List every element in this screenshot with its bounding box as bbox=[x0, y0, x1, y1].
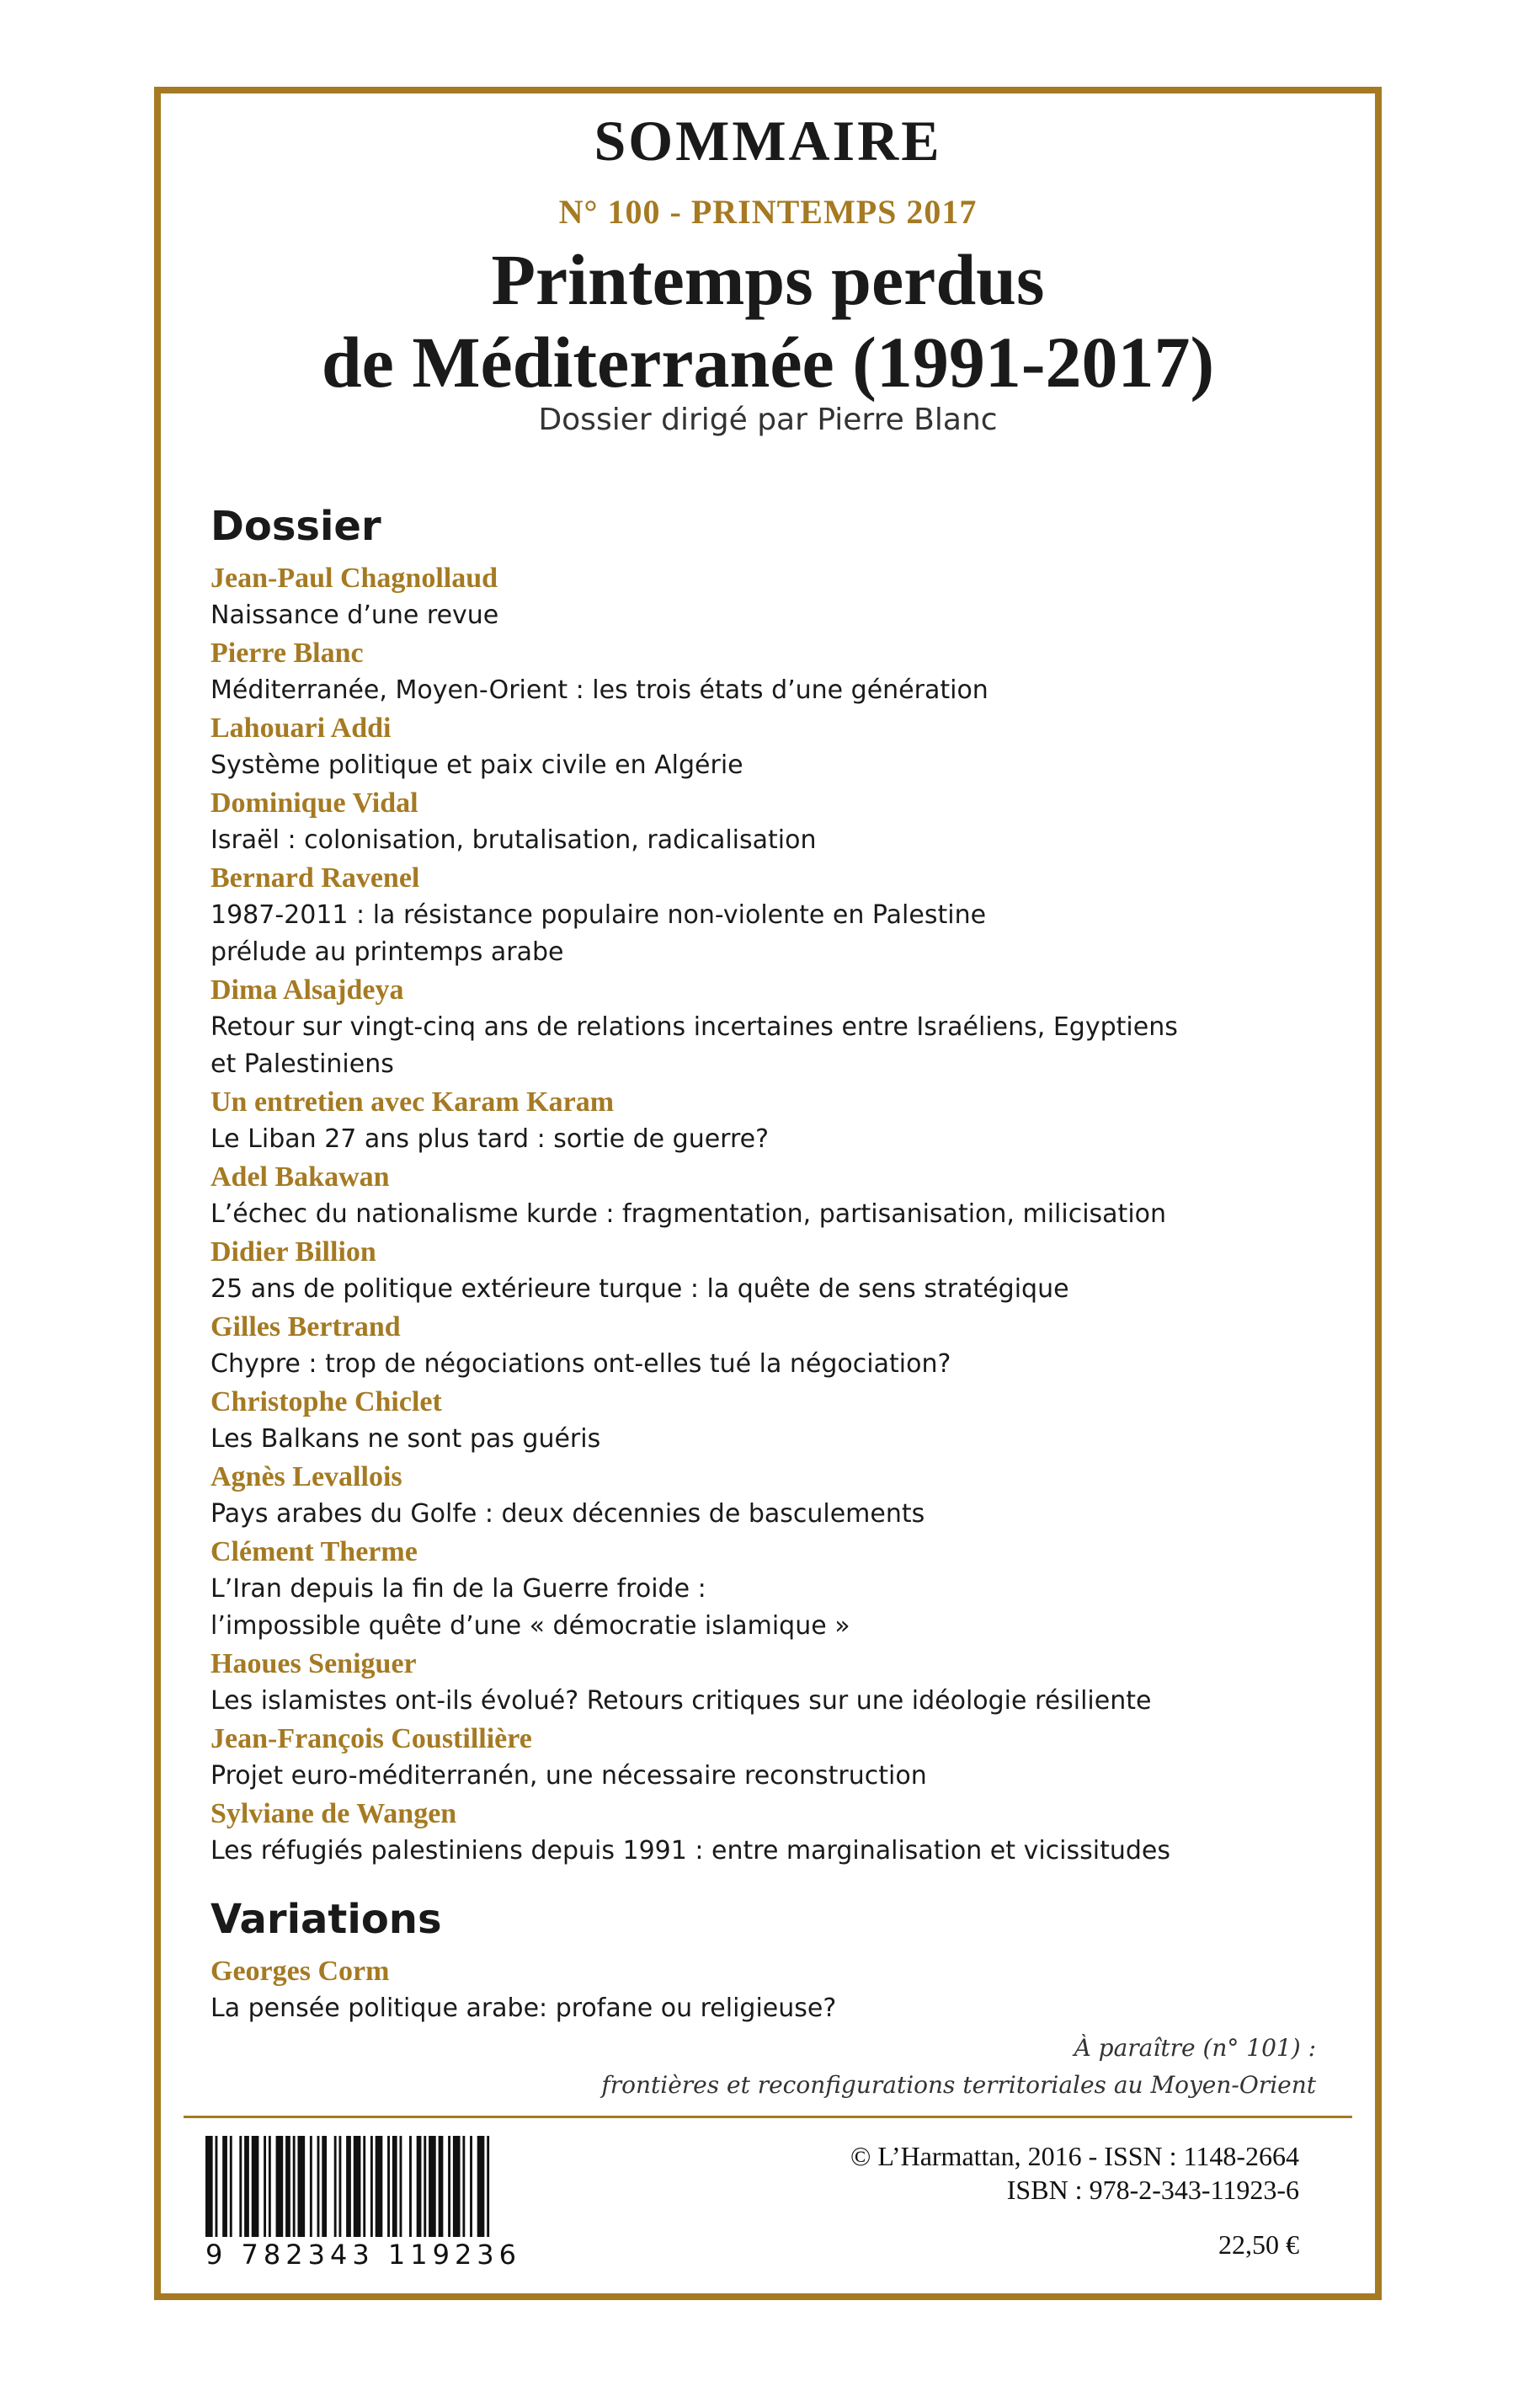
barcode-bar bbox=[264, 2136, 266, 2237]
entry-article-title: Retour sur vingt-cinq ans de relations incertaines entre Israéliens, Egyptiens et Palestiniens bbox=[210, 1012, 1178, 1079]
toc-entry bbox=[210, 635, 1339, 709]
barcode-bar bbox=[338, 2136, 341, 2237]
barcode-bar bbox=[334, 2136, 337, 2237]
barcode-bar bbox=[293, 2136, 296, 2237]
toc-entry bbox=[210, 972, 1339, 1083]
entry-article-title: Pays arabes du Golfe : deux décennies de basculements bbox=[210, 1499, 925, 1529]
barcode-bar bbox=[297, 2136, 305, 2237]
barcode-bar bbox=[439, 2136, 444, 2237]
entry-author: Didier Billion bbox=[210, 1236, 376, 1268]
entry-author: Dima Alsajdeya bbox=[210, 974, 404, 1006]
barcode-bar bbox=[363, 2136, 365, 2237]
toc-entry bbox=[210, 1721, 1339, 1795]
barcode-bar bbox=[477, 2136, 485, 2237]
entry-author: Lahouari Addi bbox=[210, 713, 392, 744]
barcode-digits: 9 782343 119236 bbox=[205, 2239, 522, 2271]
toc-entry bbox=[210, 1234, 1339, 1308]
toc-entry bbox=[210, 1646, 1339, 1720]
next-issue-label: À paraître (n° 101) : bbox=[1074, 2034, 1316, 2062]
dossier-title-line1: Printemps perdus bbox=[491, 239, 1045, 320]
barcode-bar bbox=[487, 2136, 489, 2237]
toc-entry bbox=[210, 710, 1339, 784]
table-of-contents bbox=[210, 493, 1339, 2028]
entry-article-title: Système politique et paix civile en Algérie bbox=[210, 750, 743, 780]
barcode-bar bbox=[269, 2136, 271, 2237]
barcode-bar bbox=[317, 2136, 320, 2237]
barcode-bar bbox=[387, 2136, 390, 2237]
barcode-bar bbox=[453, 2136, 461, 2237]
barcode-bar bbox=[392, 2136, 397, 2237]
entry-article-title: Les islamistes ont-ils évolué? Retours critiques sur une idéologie résiliente bbox=[210, 1686, 1152, 1716]
footer-divider bbox=[184, 2116, 1352, 2118]
dossier-title bbox=[154, 238, 1382, 403]
entry-article-title: Les Balkans ne sont pas guéris bbox=[210, 1424, 601, 1454]
page-title: SOMMAIRE bbox=[594, 109, 942, 173]
barcode-bar bbox=[409, 2136, 412, 2237]
toc-entry bbox=[210, 1796, 1339, 1870]
entry-author: Georges Corm bbox=[210, 1956, 390, 1987]
entry-author: Pierre Blanc bbox=[210, 638, 364, 669]
barcode-bar bbox=[448, 2136, 450, 2237]
entry-author: Jean-François Coustillière bbox=[210, 1723, 532, 1754]
entry-author: Sylviane de Wangen bbox=[210, 1798, 457, 1829]
toc-entry bbox=[210, 560, 1339, 634]
barcode-bar bbox=[354, 2136, 361, 2237]
barcode-bar bbox=[310, 2136, 312, 2237]
entry-author: Jean-Paul Chagnollaud bbox=[210, 563, 498, 594]
dossier-title-line2: de Méditerranée (1991-2017) bbox=[321, 322, 1215, 403]
copyright-issn: © L’Harmattan, 2016 - ISSN : 1148-2664 bbox=[850, 2141, 1299, 2171]
barcode-bar bbox=[370, 2136, 373, 2237]
entry-author: Christophe Chiclet bbox=[210, 1386, 442, 1417]
barcode-bar bbox=[424, 2136, 426, 2237]
entry-article-title: Méditerranée, Moyen-Orient : les trois états d’une génération bbox=[210, 675, 988, 705]
entry-author: Bernard Ravenel bbox=[210, 862, 420, 894]
entry-article-title: 1987-2011 : la résistance populaire non-violente en Palestine prélude au printemps arabe bbox=[210, 900, 987, 967]
barcode-bar bbox=[376, 2136, 383, 2237]
toc-entry bbox=[210, 1459, 1339, 1533]
barcode-bar bbox=[470, 2136, 472, 2237]
entry-article-title: Chypre : trop de négociations ont-elles tué la négociation? bbox=[210, 1349, 951, 1379]
barcode-bar bbox=[239, 2136, 242, 2237]
barcode-bar bbox=[400, 2136, 402, 2237]
isbn: ISBN : 978-2-343-11923-6 bbox=[1006, 2175, 1299, 2205]
barcode-bar bbox=[252, 2136, 259, 2237]
entry-article-title: 25 ans de politique extérieure turque : la quête de sens stratégique bbox=[210, 1274, 1069, 1304]
barcode-bar bbox=[230, 2136, 232, 2237]
barcode-bar bbox=[205, 2136, 213, 2237]
entry-article-title: L’échec du nationalisme kurde : fragmentation, partisanisation, milicisation bbox=[210, 1199, 1167, 1229]
section-heading: Dossier bbox=[210, 503, 381, 550]
entry-article-title: Israël : colonisation, brutalisation, radicalisation bbox=[210, 825, 817, 855]
entry-article-title: Les réfugiés palestiniens depuis 1991 : entre marginalisation et vicissitudes bbox=[210, 1836, 1170, 1866]
barcode-bar bbox=[285, 2136, 290, 2237]
section-gap bbox=[210, 1871, 1339, 1886]
entry-author: Haoues Seniguer bbox=[210, 1648, 417, 1679]
entry-article-title: Naissance d’une revue bbox=[210, 601, 499, 630]
barcode bbox=[205, 2136, 492, 2237]
toc-entry bbox=[210, 1384, 1339, 1458]
price: 22,50 € bbox=[1218, 2229, 1299, 2260]
toc-entry bbox=[210, 860, 1339, 971]
barcode-bar bbox=[222, 2136, 227, 2237]
issue-number: N° 100 - PRINTEMPS 2017 bbox=[558, 193, 978, 231]
toc-entry bbox=[210, 1309, 1339, 1383]
barcode-bar bbox=[276, 2136, 284, 2237]
dossier-byline: Dossier dirigé par Pierre Blanc bbox=[538, 403, 998, 437]
entry-author: Dominique Vidal bbox=[210, 787, 418, 819]
entry-article-title: La pensée politique arabe: profane ou religieuse? bbox=[210, 1994, 837, 2023]
barcode-bar bbox=[244, 2136, 249, 2237]
entry-author: Un entretien avec Karam Karam bbox=[210, 1086, 615, 1118]
barcode-bar bbox=[429, 2136, 436, 2237]
barcode-bar bbox=[462, 2136, 465, 2237]
entry-article-title: L’Iran depuis la fin de la Guerre froide : l’impossible quête d’une « démocratie islamique » bbox=[210, 1574, 850, 1641]
barcode-bar bbox=[346, 2136, 351, 2237]
section-heading: Variations bbox=[210, 1896, 442, 1943]
entry-article-title: Le Liban 27 ans plus tard : sortie de guerre? bbox=[210, 1124, 770, 1154]
entry-author: Gilles Bertrand bbox=[210, 1311, 401, 1342]
toc-entry bbox=[210, 785, 1339, 859]
entry-author: Clément Therme bbox=[210, 1536, 418, 1567]
next-issue-topic: frontières et reconfigurations territoriales au Moyen-Orient bbox=[601, 2071, 1316, 2099]
barcode-bar bbox=[216, 2136, 218, 2237]
entry-article-title: Projet euro-méditerranén, une nécessaire reconstruction bbox=[210, 1761, 927, 1791]
toc-entry bbox=[210, 1534, 1339, 1645]
barcode-bar bbox=[322, 2136, 327, 2237]
barcode-bar bbox=[417, 2136, 422, 2237]
entry-author: Agnès Levallois bbox=[210, 1461, 402, 1492]
toc-entry bbox=[210, 1953, 1339, 2027]
toc-entry bbox=[210, 1084, 1339, 1158]
entry-author: Adel Bakawan bbox=[210, 1161, 390, 1193]
toc-entry bbox=[210, 1159, 1339, 1233]
